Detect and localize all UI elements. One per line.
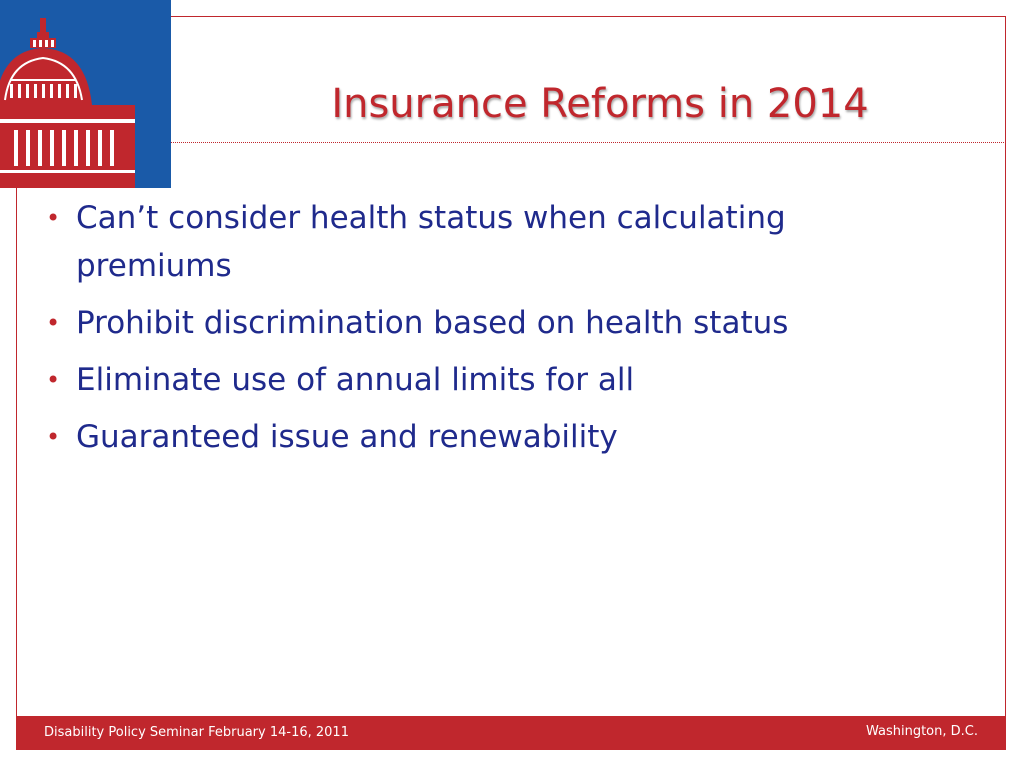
bullet-text: Prohibit discrimination based on health status xyxy=(76,305,789,341)
bullet-item xyxy=(44,356,944,404)
bullet-icon: • xyxy=(46,309,61,337)
bullet-text: Can’t consider health status when calculating premiums xyxy=(76,200,786,284)
footer-location-text: Washington, D.C. xyxy=(865,724,978,739)
bullet-item xyxy=(44,194,944,290)
bullet-list xyxy=(44,194,944,470)
bullet-text: Guaranteed issue and renewability xyxy=(76,419,618,455)
capitol-dome-icon xyxy=(0,0,171,188)
title-divider xyxy=(171,142,1006,143)
footer-bar xyxy=(16,716,1006,750)
bullet-icon: • xyxy=(46,204,61,232)
bullet-icon: • xyxy=(46,423,61,451)
bullet-text: Eliminate use of annual limits for all xyxy=(76,362,635,398)
bullet-item xyxy=(44,299,944,347)
bullet-item xyxy=(44,413,944,461)
logo-panel xyxy=(0,0,171,188)
slide-title: Insurance Reforms in 2014 xyxy=(331,81,869,127)
bullet-icon: • xyxy=(46,366,61,394)
footer-event-text: Disability Policy Seminar February 14-16, 2011 xyxy=(44,725,349,740)
